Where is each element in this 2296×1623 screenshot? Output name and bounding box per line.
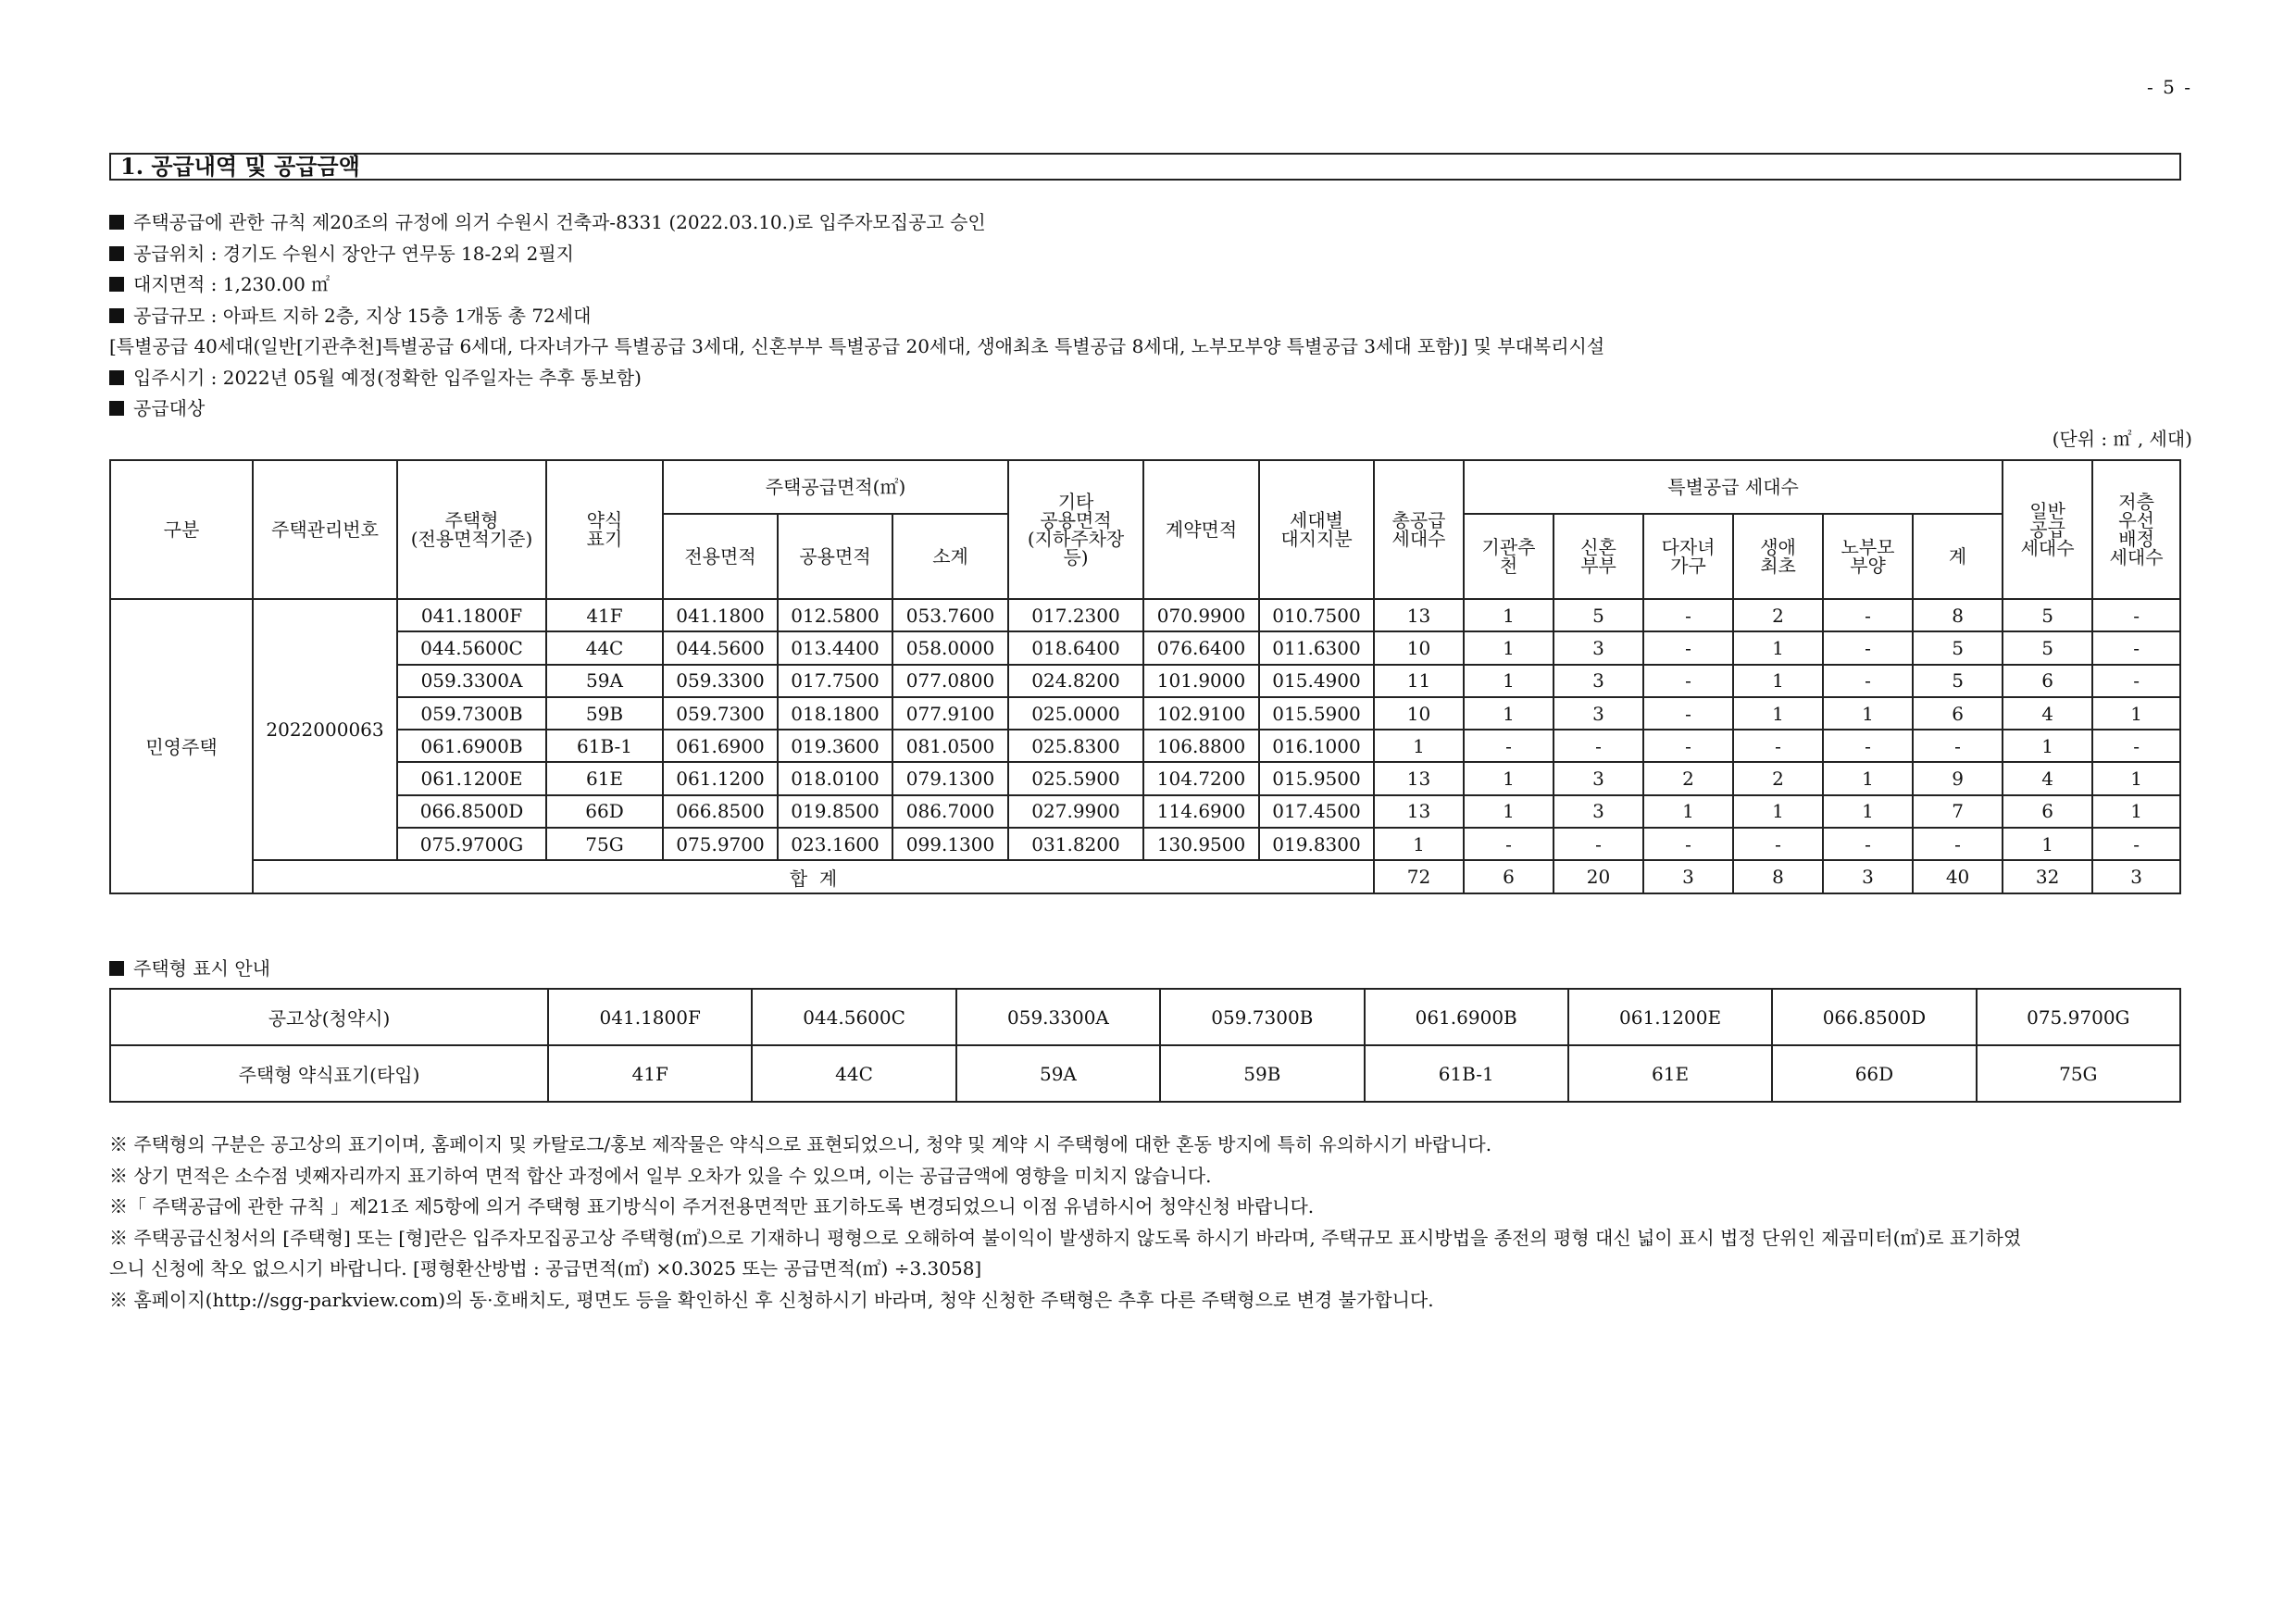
table-cell: 023.1600 (778, 828, 892, 860)
info-scale: 공급규모 : 아파트 지하 2층, 지상 15층 1개동 총 72세대 (109, 301, 2202, 332)
table-cell: 025.0000 (1008, 697, 1143, 730)
table-cell: 13 (1374, 762, 1464, 794)
table-cell: 1 (1733, 631, 1823, 664)
type-cell: 041.1800F (548, 989, 752, 1045)
table-cell: 1 (1464, 631, 1554, 664)
table-cell: 13 (1374, 795, 1464, 828)
table-cell: 1 (1733, 697, 1823, 730)
table-cell: - (1733, 828, 1823, 860)
square-bullet-icon (109, 277, 124, 292)
table-cell: 1 (1643, 795, 1733, 828)
table-row (110, 697, 2180, 730)
note-item: ※ 주택형의 구분은 공고상의 표기이며, 홈페이지 및 카탈로그/홍보 제작물은 약식으로 표현되었으니, 청약 및 계약 시 주택형에 대한 혼동 방지에 특히 유의하시기 바랍니다. (109, 1133, 1492, 1155)
info-land-area: 대지면적 : 1,230.00 ㎡ (109, 269, 2202, 301)
header-abbr: 약식 표기 (546, 460, 663, 599)
table-cell: 059.3300A (397, 665, 546, 697)
header-special-total: 계 (1913, 514, 2003, 599)
table-cell: 13 (1374, 599, 1464, 631)
table-cell: 1 (1464, 665, 1554, 697)
table-cell: 5 (2003, 599, 2092, 631)
table-cell: 1 (1464, 697, 1554, 730)
table-cell: 019.8500 (778, 795, 892, 828)
type-section-title: 주택형 표시 안내 (109, 954, 270, 980)
table-cell: 017.2300 (1008, 599, 1143, 631)
table-cell: 10 (1374, 697, 1464, 730)
type-cell: 059.3300A (956, 989, 1160, 1045)
table-cell: 3 (1554, 697, 1643, 730)
table-cell: 2 (1643, 762, 1733, 794)
table-cell: 059.7300B (397, 697, 546, 730)
table-cell: 114.6900 (1143, 795, 1259, 828)
square-bullet-icon (109, 246, 124, 261)
table-cell: 11 (1374, 665, 1464, 697)
table-cell: 5 (1913, 631, 2003, 664)
type-cell: 59A (956, 1045, 1160, 1102)
table-cell: - (1643, 599, 1733, 631)
table-cell: 076.6400 (1143, 631, 1259, 664)
total-cell: 40 (1913, 860, 2003, 893)
table-cell: 5 (1913, 665, 2003, 697)
table-cell: 013.4400 (778, 631, 892, 664)
info-target: 공급대상 (109, 393, 2202, 425)
table-cell: 3 (1554, 762, 1643, 794)
table-cell: 1 (2003, 730, 2092, 762)
table-cell: 1 (1464, 795, 1554, 828)
table-cell: 10 (1374, 631, 1464, 664)
header-elderly: 노부모 부양 (1823, 514, 1913, 599)
square-bullet-icon (109, 370, 124, 385)
table-cell: 102.9100 (1143, 697, 1259, 730)
table-cell: 61E (546, 762, 663, 794)
note-item: ※ 주택공급신청서의 [주택형] 또는 [형]란은 입주자모집공고상 주택형(㎡)으로 기재하니 평형으로 오해하여 불이익이 발생하지 않도록 하시기 바라며, 주택규모 표시방법을 종전의 평형 대신 넓이 표시 법정 단위인 제곱미터(㎡)로 표기하였 (109, 1226, 2022, 1249)
total-cell: 3 (1643, 860, 1733, 893)
table-cell: 6 (1913, 697, 2003, 730)
table-cell: 61B-1 (546, 730, 663, 762)
table-row (110, 828, 2180, 860)
table-cell: 6 (2003, 665, 2092, 697)
table-cell: - (1913, 828, 2003, 860)
table-cell: 1 (2092, 762, 2180, 794)
table-cell: - (1913, 730, 2003, 762)
table-cell: - (1554, 730, 1643, 762)
note-item: ※ 상기 면적은 소수점 넷째자리까지 표기하여 면적 합산 과정에서 일부 오차가 있을 수 있으며, 이는 공급금액에 영향을 미치지 않습니다. (109, 1164, 1212, 1187)
table-cell: 066.8500D (397, 795, 546, 828)
header-low-floor: 저층 우선 배정 세대수 (2092, 460, 2180, 599)
note-item: 으니 신청에 착오 없으시기 바랍니다. [평형환산방법 : 공급면적(㎡) ×0.3025 또는 공급면적(㎡) ÷3.3058] (109, 1257, 982, 1280)
table-cell: 053.7600 (892, 599, 1008, 631)
note-item: ※ 홈페이지(http://sgg-parkview.com)의 동·호배치도, 평면도 등을 확인하신 후 신청하시기 바라며, 청약 신청한 주택형은 추후 다른 주택형으로 변경 불가합니다. (109, 1288, 1434, 1311)
table-cell: 101.9000 (1143, 665, 1259, 697)
type-cell: 059.7300B (1160, 989, 1364, 1045)
table-row (110, 730, 2180, 762)
type-cell: 44C (752, 1045, 955, 1102)
table-cell: 1 (1464, 762, 1554, 794)
table-cell: 099.1300 (892, 828, 1008, 860)
table-cell: 019.8300 (1259, 828, 1374, 860)
total-cell: 3 (1823, 860, 1913, 893)
total-cell: 8 (1733, 860, 1823, 893)
square-bullet-icon (109, 215, 124, 230)
table-cell: - (2092, 631, 2180, 664)
table-cell: 1 (1733, 665, 1823, 697)
table-cell: 066.8500 (663, 795, 778, 828)
header-exclusive: 전용면적 (663, 514, 778, 599)
table-cell: 6 (2003, 795, 2092, 828)
section-title: 1. 공급내역 및 공급금액 (109, 153, 2181, 181)
total-cell: 32 (2003, 860, 2092, 893)
table-cell: 1 (1823, 762, 1913, 794)
table-cell: 081.0500 (892, 730, 1008, 762)
table-cell: 1 (1374, 828, 1464, 860)
table-cell: 061.1200E (397, 762, 546, 794)
table-cell: 8 (1913, 599, 2003, 631)
type-cell: 066.8500D (1772, 989, 1976, 1045)
type-cell: 41F (548, 1045, 752, 1102)
table-cell: 59B (546, 697, 663, 730)
info-approval: 주택공급에 관한 규칙 제20조의 규정에 의거 수원시 건축과-8331 (2022.03.10.)로 입주자모집공고 승인 (109, 207, 2202, 239)
table-cell: 4 (2003, 762, 2092, 794)
table-cell: 059.7300 (663, 697, 778, 730)
table-cell: 016.1000 (1259, 730, 1374, 762)
table-cell: 075.9700 (663, 828, 778, 860)
table-cell: 041.1800 (663, 599, 778, 631)
table-cell: 015.4900 (1259, 665, 1374, 697)
table-cell: 106.8800 (1143, 730, 1259, 762)
table-cell: - (1823, 665, 1913, 697)
table-cell: - (1464, 828, 1554, 860)
table-cell: 061.6900 (663, 730, 778, 762)
table-cell: 011.6300 (1259, 631, 1374, 664)
table-cell: 2 (1733, 762, 1823, 794)
table-cell: 1 (1733, 795, 1823, 828)
total-cell: 20 (1554, 860, 1643, 893)
type-cell: 061.1200E (1568, 989, 1772, 1045)
table-cell: 130.9500 (1143, 828, 1259, 860)
total-cell: 72 (1374, 860, 1464, 893)
table-cell: 012.5800 (778, 599, 892, 631)
notes-list (109, 1130, 2192, 1316)
table-cell: 086.7000 (892, 795, 1008, 828)
table-cell: - (2092, 730, 2180, 762)
table-cell: 1 (2092, 697, 2180, 730)
type-cell: 044.5600C (752, 989, 955, 1045)
table-cell: 018.1800 (778, 697, 892, 730)
table-cell: - (1643, 828, 1733, 860)
table-cell: - (1643, 665, 1733, 697)
total-cell: 3 (2092, 860, 2180, 893)
type-table (109, 988, 2181, 1103)
header-land-share: 세대별 대지지분 (1259, 460, 1374, 599)
type-cell: 075.9700G (1977, 989, 2180, 1045)
table-cell: - (1464, 730, 1554, 762)
table-cell: - (1643, 730, 1733, 762)
table-cell: - (2092, 828, 2180, 860)
table-cell: 070.9900 (1143, 599, 1259, 631)
table-cell: 017.4500 (1259, 795, 1374, 828)
total-cell: 6 (1464, 860, 1554, 893)
table-cell: 018.6400 (1008, 631, 1143, 664)
table-cell: 104.7200 (1143, 762, 1259, 794)
table-cell: 019.3600 (778, 730, 892, 762)
table-cell: 1 (1374, 730, 1464, 762)
table-cell: 2 (1733, 599, 1823, 631)
header-institution: 기관추 천 (1464, 514, 1554, 599)
type-abbr-row (110, 1045, 2180, 1102)
table-cell: 061.1200 (663, 762, 778, 794)
table-row (110, 762, 2180, 794)
header-multichild: 다자녀 가구 (1643, 514, 1733, 599)
type-announcement-row (110, 989, 2180, 1045)
square-bullet-icon (109, 961, 124, 976)
table-cell: 025.8300 (1008, 730, 1143, 762)
total-label: 합 계 (253, 860, 1374, 893)
table-cell: 059.3300 (663, 665, 778, 697)
table-cell: 079.1300 (892, 762, 1008, 794)
table-cell: - (1643, 631, 1733, 664)
header-other-common: 기타 공용면적 (지하주차장 등) (1008, 460, 1143, 599)
header-category: 구분 (110, 460, 253, 599)
table-row (110, 631, 2180, 664)
table-cell: 1 (1823, 697, 1913, 730)
table-cell: 077.9100 (892, 697, 1008, 730)
table-cell: 66D (546, 795, 663, 828)
info-move-in: 입주시기 : 2022년 05월 예정(정확한 입주일자는 추후 통보함) (109, 363, 2202, 394)
total-row (110, 860, 2180, 893)
header-newlywed: 신혼 부부 (1554, 514, 1643, 599)
header-common: 공용면적 (778, 514, 892, 599)
table-cell: - (1823, 828, 1913, 860)
table-cell: 3 (1554, 795, 1643, 828)
table-cell: 010.7500 (1259, 599, 1374, 631)
table-cell: 3 (1554, 631, 1643, 664)
table-cell: 018.0100 (778, 762, 892, 794)
table-cell: 1 (1464, 599, 1554, 631)
table-cell: 9 (1913, 762, 2003, 794)
type-row-label: 공고상(청약시) (110, 989, 548, 1045)
table-row (110, 599, 2180, 631)
table-cell: 1 (2092, 795, 2180, 828)
table-row (110, 795, 2180, 828)
table-cell: 1 (1823, 795, 1913, 828)
type-cell: 75G (1977, 1045, 2180, 1102)
note-item: ※「 주택공급에 관한 규칙 」제21조 제5항에 의거 주택형 표기방식이 주거전용면적만 표기하도록 변경되었으니 이점 유념하시어 청약신청 바랍니다. (109, 1195, 1315, 1217)
table-cell: 017.7500 (778, 665, 892, 697)
type-cell: 66D (1772, 1045, 1976, 1102)
table-cell: 75G (546, 828, 663, 860)
header-general: 일반 공급 세대수 (2003, 460, 2092, 599)
info-location: 공급위치 : 경기도 수원시 장안구 연무동 18-2외 2필지 (109, 239, 2202, 270)
unit-note: (단위 : ㎡ , 세대) (2052, 428, 2192, 450)
table-cell: 041.1800F (397, 599, 546, 631)
info-special-supply: [특별공급 40세대(일반[기관추천]특별공급 6세대, 다자녀가구 특별공급 3세대, 신혼부부 특별공급 20세대, 생애최초 특별공급 8세대, 노부모부양 특별공급 3세대 포함)] 및 부대복리시설 (109, 335, 1605, 357)
table-cell: - (2092, 665, 2180, 697)
table-cell: 025.5900 (1008, 762, 1143, 794)
header-first-life: 생애 최초 (1733, 514, 1823, 599)
table-cell: 024.8200 (1008, 665, 1143, 697)
type-cell: 61B-1 (1365, 1045, 1568, 1102)
table-cell: 027.9900 (1008, 795, 1143, 828)
table-cell: 1 (2003, 828, 2092, 860)
category-cell: 민영주택 (110, 599, 253, 893)
mgmt-no-cell: 2022000063 (253, 599, 397, 860)
page-number: - 5 - (2147, 76, 2192, 98)
table-cell: - (1823, 730, 1913, 762)
type-cell: 61E (1568, 1045, 1772, 1102)
table-cell: 015.5900 (1259, 697, 1374, 730)
table-cell: - (1823, 599, 1913, 631)
table-cell: 5 (1554, 599, 1643, 631)
table-cell: 7 (1913, 795, 2003, 828)
table-cell: 058.0000 (892, 631, 1008, 664)
table-cell: 031.8200 (1008, 828, 1143, 860)
supply-table (109, 459, 2181, 894)
header-supply-area: 주택공급면적(㎡) (663, 460, 1008, 514)
table-cell: 4 (2003, 697, 2092, 730)
table-cell: - (1554, 828, 1643, 860)
type-row-label: 주택형 약식표기(타입) (110, 1045, 548, 1102)
header-subtotal: 소계 (892, 514, 1008, 599)
table-cell: 015.9500 (1259, 762, 1374, 794)
table-cell: 044.5600 (663, 631, 778, 664)
square-bullet-icon (109, 308, 124, 323)
table-cell: 075.9700G (397, 828, 546, 860)
header-contract-area: 계약면적 (1143, 460, 1259, 599)
table-cell: - (1823, 631, 1913, 664)
supply-info-list (109, 207, 2202, 425)
square-bullet-icon (109, 401, 124, 416)
table-cell: 061.6900B (397, 730, 546, 762)
table-cell: 59A (546, 665, 663, 697)
header-mgmt-no: 주택관리번호 (253, 460, 397, 599)
header-house-type: 주택형 (전용면적기준) (397, 460, 546, 599)
header-total-units: 총공급 세대수 (1374, 460, 1464, 599)
type-cell: 59B (1160, 1045, 1364, 1102)
table-cell: 44C (546, 631, 663, 664)
table-cell: 077.0800 (892, 665, 1008, 697)
table-cell: 3 (1554, 665, 1643, 697)
type-cell: 061.6900B (1365, 989, 1568, 1045)
table-cell: 044.5600C (397, 631, 546, 664)
table-cell: - (1733, 730, 1823, 762)
table-cell: - (2092, 599, 2180, 631)
table-cell: 41F (546, 599, 663, 631)
header-special-units: 특별공급 세대수 (1464, 460, 2003, 514)
table-row (110, 665, 2180, 697)
table-cell: - (1643, 697, 1733, 730)
table-cell: 5 (2003, 631, 2092, 664)
